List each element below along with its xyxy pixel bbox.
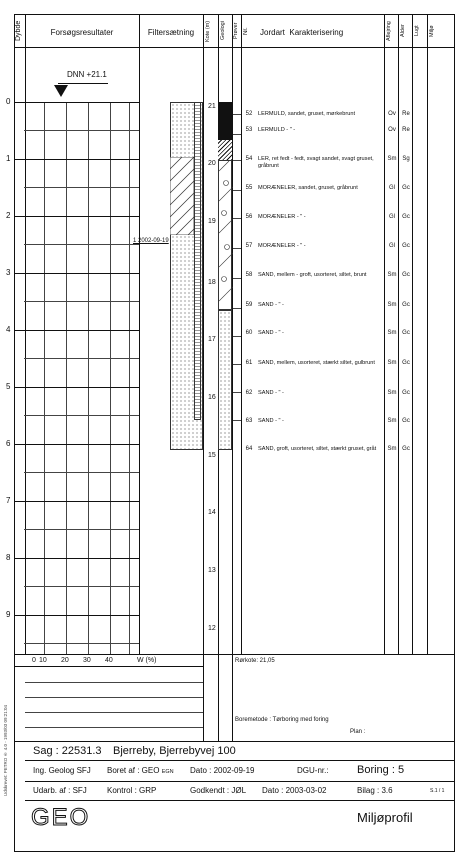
kote-label: 16	[208, 394, 216, 401]
rorkote-note: Rørkote: 21,05	[235, 658, 275, 664]
depth-label: 0	[6, 97, 11, 106]
header-nr: Nr.	[243, 27, 249, 35]
header-miljoe: Miljø	[429, 25, 435, 37]
water-level: 1 2002-09-19	[133, 238, 169, 244]
sample-nr: 63	[245, 418, 253, 424]
sample-desc: SAND - " -	[258, 390, 284, 396]
col-line	[139, 14, 140, 654]
sample-alder: Gc	[402, 243, 410, 249]
kote-label: 12	[208, 625, 216, 632]
sample-desc: SAND - " -	[258, 330, 284, 336]
sample-desc: LER, ret fedt - fedt, svagt sandet, svagt gruset, gråbrunt	[258, 156, 374, 169]
plan-note: Plan :	[350, 729, 366, 735]
sample-aflejring: Sm	[387, 302, 397, 308]
blank-row-line	[25, 727, 203, 728]
boret-text	[107, 766, 174, 775]
depth-label: 4	[6, 325, 11, 334]
boring-text: Boring : 5	[357, 764, 405, 776]
moraine-pattern	[219, 161, 233, 311]
dgu-text: DGU-nr.:	[297, 766, 329, 775]
scale-tick: 0	[32, 657, 36, 664]
sample-desc: LERMULD - " -	[258, 127, 296, 133]
scale-divider	[14, 666, 203, 667]
depth-lines	[14, 102, 139, 654]
sample-alder: Gc	[402, 390, 410, 396]
sample-nr: 58	[245, 272, 253, 278]
sample-desc: MORÆNELER - " -	[258, 214, 306, 220]
header-kote: Kote (m)	[205, 20, 211, 42]
sample-nr: 56	[245, 214, 253, 220]
sample-aflejring: Sm	[387, 360, 397, 366]
col-line	[427, 14, 428, 654]
kote-label: 18	[208, 279, 216, 286]
scale-tick: 10	[39, 657, 47, 664]
sample-desc: SAND, mellem, usorteret, stærkt siltet, gulbrunt	[258, 360, 375, 366]
kote-label: 14	[208, 509, 216, 516]
udarb-text: Udarb. af : SFJ	[33, 786, 87, 795]
sample-alder: Gc	[402, 214, 410, 220]
geology-column	[218, 102, 232, 450]
scale-tick: 40	[105, 657, 113, 664]
boret-label: Boret af : GEO	[107, 766, 160, 775]
depth-label: 9	[6, 610, 11, 619]
depth-label: 2	[6, 211, 11, 220]
filter-clay-hatch	[170, 157, 194, 235]
sample-desc: SAND - " -	[258, 302, 284, 308]
sample-aflejring: Ov	[388, 111, 396, 117]
sample-aflejring: Sm	[387, 330, 397, 336]
kote-label: 13	[208, 567, 216, 574]
sample-aflejring: Sm	[387, 156, 397, 162]
scale-tick: 30	[83, 657, 91, 664]
dnn-label: DNN +21.1	[67, 70, 107, 79]
sample-alder: Gc	[402, 360, 410, 366]
sample-aflejring: Sm	[387, 446, 397, 452]
kontrol-text: Kontrol : GRP	[107, 786, 157, 795]
header-karakter-label: Karakterisering	[289, 28, 344, 37]
sample-desc: SAND, groft, usorteret, siltet, stærkt gruset, gråt	[258, 446, 377, 452]
side-text: S.1 / 1	[430, 788, 445, 794]
sag-text: Sag : 22531.3	[33, 745, 102, 757]
header-aflejring: Aflejring	[386, 21, 392, 41]
dato-text: Dato : 2002-09-19	[190, 766, 255, 775]
sample-desc: MORÆNELER, sandet, gruset, gråbrunt	[258, 185, 358, 191]
blank-row-line	[25, 712, 203, 713]
boret-extra: EGN	[161, 769, 174, 775]
sample-alder: Gc	[402, 185, 410, 191]
sample-nr: 53	[245, 127, 253, 133]
depth-label: 1	[6, 154, 11, 163]
scale-w-label: W (%)	[137, 657, 157, 664]
depth-label: 5	[6, 382, 11, 391]
sample-alder: Sg	[402, 156, 410, 162]
sample-nr: 60	[245, 330, 253, 336]
sample-aflejring: Sm	[387, 390, 397, 396]
sample-alder: Gc	[402, 302, 410, 308]
scale-tick: 20	[61, 657, 69, 664]
sample-desc: MORÆNELER - " -	[258, 243, 306, 249]
sample-alder: Re	[402, 111, 410, 117]
sample-desc: SAND - " -	[258, 418, 284, 424]
sample-nr: 64	[245, 446, 253, 452]
sample-alder: Gc	[402, 330, 410, 336]
sample-desc: SAND, mellem - groft, usorteret, siltet, brunt	[258, 272, 367, 278]
sample-nr: 54	[245, 156, 253, 162]
depth-label: 6	[6, 439, 11, 448]
sample-markers	[233, 110, 241, 450]
footer-line	[25, 781, 455, 782]
sample-alder: Gc	[402, 418, 410, 424]
sample-nr: 62	[245, 390, 253, 396]
header-divider	[14, 47, 455, 48]
header-filter: Filtersætning	[147, 28, 195, 37]
geo-logo: GEO	[31, 804, 91, 831]
kote-label: 17	[208, 336, 216, 343]
depth-label: 7	[6, 496, 11, 505]
sample-desc: LERMULD, sandet, gruset, mørkebrunt	[258, 111, 355, 117]
footer-line	[25, 760, 455, 761]
godkendt-text: Godkendt : JØL	[190, 786, 247, 795]
sample-aflejring: Gl	[389, 214, 395, 220]
ing-text: Ing. Geolog SFJ	[33, 766, 91, 775]
filter-pipe	[194, 102, 201, 420]
header-jordart	[260, 28, 380, 37]
blank-row-line	[25, 682, 203, 683]
sample-nr: 61	[245, 360, 253, 366]
bilag-text: Bilag : 3.6	[357, 786, 393, 795]
kote-label: 19	[208, 218, 216, 225]
sample-alder: Gc	[402, 446, 410, 452]
depth-label: 3	[6, 268, 11, 277]
sample-aflejring: Sm	[387, 272, 397, 278]
sample-aflejring: Ov	[388, 127, 396, 133]
sample-aflejring: Gl	[389, 243, 395, 249]
sample-nr: 59	[245, 302, 253, 308]
sample-nr: 52	[245, 111, 253, 117]
sample-nr: 55	[245, 185, 253, 191]
sample-aflejring: Gl	[389, 185, 395, 191]
dato2-text: Dato : 2003-03-02	[262, 786, 327, 795]
sted-text: Bjerreby, Bjerrebyvej 100	[113, 745, 236, 757]
sample-alder: Re	[402, 127, 410, 133]
kote-label: 20	[208, 160, 216, 167]
sample-alder: Gc	[402, 272, 410, 278]
header-forsoeg: Forsøgsresultater	[50, 28, 114, 37]
header-alder: Alder	[400, 24, 406, 38]
col-line	[203, 14, 204, 741]
header-geologi: Geologi	[220, 21, 226, 41]
sample-aflejring: Sm	[387, 418, 397, 424]
blank-row-line	[25, 697, 203, 698]
header-proever: Prøver	[233, 22, 239, 40]
footer-top	[14, 741, 455, 742]
header-lugt: Lugt	[414, 25, 420, 37]
depth-label: 8	[6, 553, 11, 562]
side-print: Udskrevet: PETRO ® 4.0 - 1993/03 09:21:04	[3, 704, 8, 796]
kote-label: 15	[208, 452, 216, 459]
dnn-triangle-icon	[53, 84, 69, 98]
header-jordart-label: Jordart	[260, 28, 285, 37]
header-dybde: Dybde	[15, 20, 22, 42]
boremetode-note: Boremetode : Tørboring med foring	[235, 717, 329, 723]
profile-title: Miljøprofil	[357, 810, 413, 825]
footer-line	[25, 800, 455, 801]
sample-nr: 57	[245, 243, 253, 249]
kote-label: 21	[208, 103, 216, 110]
